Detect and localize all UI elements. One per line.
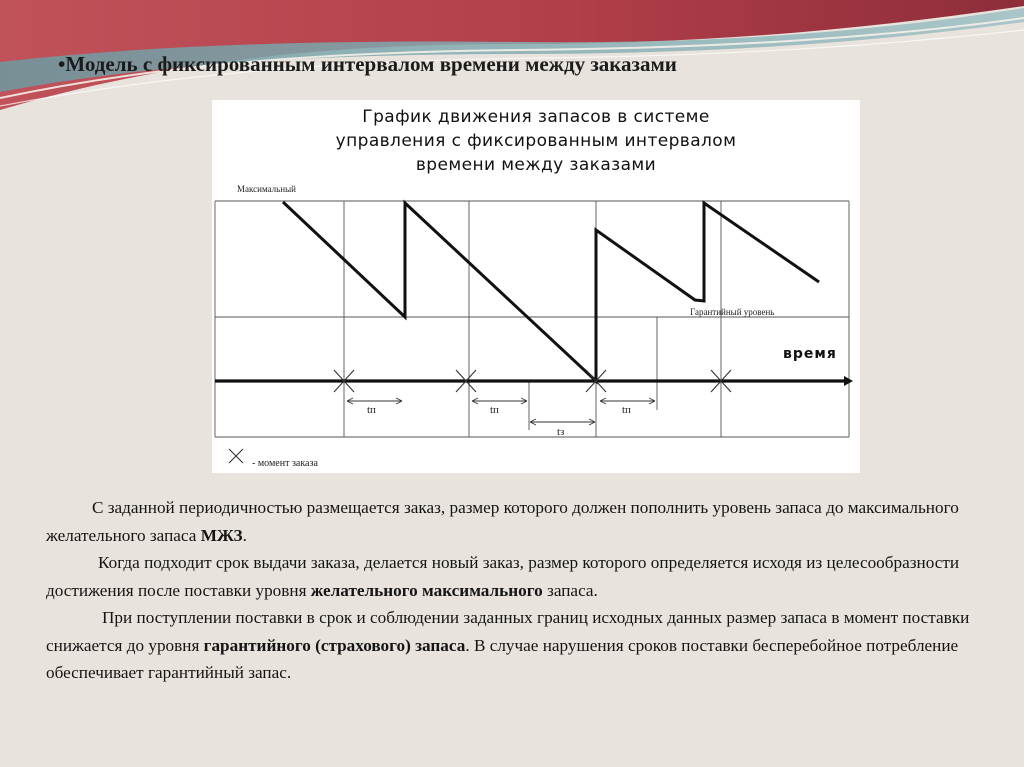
paragraph-1-bold: МЖЗ — [200, 525, 243, 545]
paragraph-3-text: При поступлении поставки в срок и соблюдении заданных границ исходных данных размер запаса в момент поставки снижается до уровня — [46, 608, 970, 655]
paragraph-3 — [46, 604, 981, 687]
axis-label-time: время — [783, 346, 837, 362]
body-text — [46, 494, 981, 687]
interval-label-3: tп — [622, 404, 631, 416]
label-safety-level: Гарантийный уровень — [690, 307, 775, 317]
slide-title: •Модель с фиксированным интервалом времени между заказами — [58, 52, 677, 76]
legend-text: - момент заказа — [252, 458, 318, 469]
diagram-title-line-2: управления с фиксированным интервалом — [335, 131, 737, 151]
stock-level-line — [283, 202, 819, 381]
paragraph-1-text: С заданной периодичностью размещается заказ, размер которого должен пополнить уровень запаса до максимального желательного запаса — [46, 498, 959, 545]
paragraph-2-bold: желательного максимального — [310, 580, 543, 600]
time-axis-arrow — [844, 376, 853, 386]
legend-x-icon — [229, 449, 243, 463]
paragraph-1 — [46, 494, 981, 549]
label-max-level: Максимальный — [237, 184, 296, 194]
inventory-diagram — [212, 100, 860, 473]
diagram-title-line-3: времени между заказами — [415, 155, 657, 175]
interval-label-1: tп — [367, 404, 376, 416]
paragraph-2-end: запаса. — [542, 580, 598, 600]
delay-label: tз — [557, 426, 565, 438]
paragraph-3-bold: гарантийного (страхового) запаса — [203, 635, 466, 655]
paragraph-2-text: Когда подходит срок выдачи заказа, делается новый заказ, размер которого определяется исходя из целесообразности достижения после поставки уровня — [46, 553, 960, 600]
paragraph-2 — [46, 549, 981, 604]
interval-arrows — [347, 398, 655, 425]
paragraph-3-end: . В случае нарушения сроков поставки бесперебойное потребление обеспечивает гарантийный запас. — [46, 635, 959, 682]
diagram-title-line-1: График движения запасов в системе — [362, 107, 710, 127]
diagram-canvas — [212, 100, 860, 473]
paragraph-1-end: . — [242, 525, 247, 545]
interval-label-2: tп — [490, 404, 499, 416]
